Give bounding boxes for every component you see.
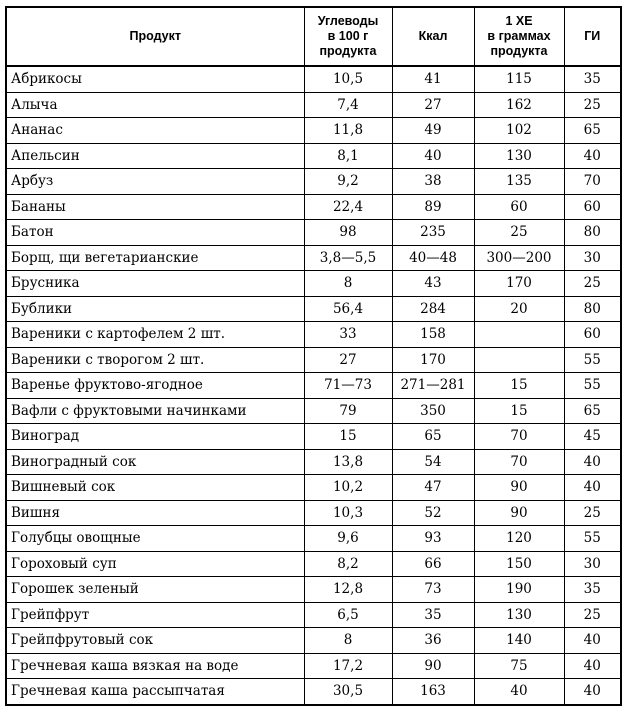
cell-product: Бублики [7, 296, 304, 322]
cell-gi: 40 [564, 475, 620, 501]
cell-product: Гречневая каша вязкая на воде [7, 653, 304, 679]
cell-gi: 25 [564, 500, 620, 526]
cell-carbs: 15 [304, 424, 392, 450]
cell-gi: 40 [564, 653, 620, 679]
cell-carbs: 30,5 [304, 679, 392, 704]
cell-gi: 40 [564, 143, 620, 169]
cell-xe [474, 347, 564, 373]
cell-kcal: 54 [392, 449, 474, 475]
cell-kcal: 163 [392, 679, 474, 704]
cell-kcal: 93 [392, 526, 474, 552]
cell-xe: 135 [474, 169, 564, 195]
cell-carbs: 3,8—5,5 [304, 245, 392, 271]
table-row [7, 679, 620, 704]
cell-product: Голубцы овощные [7, 526, 304, 552]
cell-xe: 300—200 [474, 245, 564, 271]
cell-carbs: 10,5 [304, 66, 392, 92]
cell-gi: 60 [564, 322, 620, 348]
table-row [7, 271, 620, 297]
cell-carbs: 8 [304, 271, 392, 297]
cell-xe: 90 [474, 475, 564, 501]
header-kcal: Ккал [392, 8, 474, 66]
cell-gi: 25 [564, 602, 620, 628]
table-row [7, 373, 620, 399]
cell-xe: 130 [474, 143, 564, 169]
cell-kcal: 65 [392, 424, 474, 450]
cell-carbs: 7,4 [304, 92, 392, 118]
cell-xe: 40 [474, 679, 564, 704]
cell-product: Брусника [7, 271, 304, 297]
cell-product: Батон [7, 220, 304, 246]
table-row [7, 577, 620, 603]
cell-carbs: 79 [304, 398, 392, 424]
cell-xe: 120 [474, 526, 564, 552]
cell-product: Ананас [7, 118, 304, 144]
cell-product: Грейпфрут [7, 602, 304, 628]
cell-xe: 162 [474, 92, 564, 118]
table-row [7, 92, 620, 118]
cell-product: Грейпфрутовый сок [7, 628, 304, 654]
cell-gi: 40 [583, 683, 601, 700]
cell-carbs: 71—73 [304, 373, 392, 399]
table-row [7, 347, 620, 373]
cell-product: Гречневая каша рассыпчатая [7, 679, 304, 704]
cell-kcal: 284 [392, 296, 474, 322]
cell-product: Бананы [7, 194, 304, 220]
nutrition-table-grid [7, 8, 620, 704]
header-gi: ГИ [564, 8, 620, 66]
cell-product: Алыча [7, 92, 304, 118]
table-row [7, 475, 620, 501]
cell-kcal: 49 [392, 118, 474, 144]
cell-gi: 35 [564, 577, 620, 603]
table-row [7, 628, 620, 654]
cell-product: Вареники с творогом 2 шт. [7, 347, 304, 373]
table-row [7, 296, 620, 322]
cell-kcal: 41 [392, 66, 474, 92]
cell-gi: 35 [564, 66, 620, 92]
table-row [7, 66, 620, 92]
cell-gi: 65 [564, 118, 620, 144]
cell-product: Горошек зеленый [7, 577, 304, 603]
cell-kcal: 89 [392, 194, 474, 220]
cell-xe: 150 [474, 551, 564, 577]
cell-gi: 70 [564, 169, 620, 195]
cell-product: Борщ, щи вегетарианские [7, 245, 304, 271]
cell-gi: 80 [564, 220, 620, 246]
table-row [7, 398, 620, 424]
table-row [7, 602, 620, 628]
header-carbs: Углеводы в 100 г продукта [304, 8, 392, 66]
table-row [7, 653, 620, 679]
cell-product: Вафли с фруктовыми начинками [7, 398, 304, 424]
cell-kcal: 43 [392, 271, 474, 297]
table-row [7, 169, 620, 195]
cell-kcal: 90 [392, 653, 474, 679]
cell-product: Вареники с картофелем 2 шт. [7, 322, 304, 348]
cell-carbs: 98 [304, 220, 392, 246]
cell-carbs: 6,5 [304, 602, 392, 628]
cell-gi: 25 [564, 92, 620, 118]
cell-gi: 45 [564, 424, 620, 450]
cell-kcal: 271—281 [392, 373, 474, 399]
cell-xe: 130 [474, 602, 564, 628]
cell-product: Апельсин [7, 143, 304, 169]
cell-kcal: 350 [392, 398, 474, 424]
cell-kcal: 36 [392, 628, 474, 654]
cell-carbs: 8,1 [304, 143, 392, 169]
cell-xe: 70 [474, 424, 564, 450]
cell-carbs: 12,8 [304, 577, 392, 603]
nutrition-table [5, 6, 622, 706]
cell-product: Арбуз [7, 169, 304, 195]
cell-kcal: 158 [392, 322, 474, 348]
cell-xe: 102 [474, 118, 564, 144]
cell-xe: 15 [474, 398, 564, 424]
cell-xe: 60 [474, 194, 564, 220]
cell-carbs: 10,2 [304, 475, 392, 501]
cell-product: Вишневый сок [7, 475, 304, 501]
cell-xe: 25 [474, 220, 564, 246]
table-row [7, 526, 620, 552]
cell-kcal: 52 [392, 500, 474, 526]
cell-kcal: 38 [392, 169, 474, 195]
cell-carbs: 11,8 [304, 118, 392, 144]
cell-kcal: 47 [392, 475, 474, 501]
cell-gi: 30 [564, 551, 620, 577]
cell-gi: 60 [564, 194, 620, 220]
cell-carbs: 8,2 [304, 551, 392, 577]
header-product: Продукт [7, 8, 304, 66]
cell-xe: 15 [474, 373, 564, 399]
cell-carbs: 9,2 [304, 169, 392, 195]
cell-carbs: 27 [304, 347, 392, 373]
cell-kcal: 235 [392, 220, 474, 246]
cell-xe: 190 [474, 577, 564, 603]
table-row [7, 220, 620, 246]
cell-carbs: 56,4 [304, 296, 392, 322]
cell-kcal: 40—48 [392, 245, 474, 271]
cell-kcal: 66 [392, 551, 474, 577]
table-row [7, 118, 620, 144]
header-row [7, 8, 620, 66]
cell-kcal: 35 [392, 602, 474, 628]
table-row [7, 322, 620, 348]
cell-xe: 170 [474, 271, 564, 297]
cell-gi: 55 [564, 373, 620, 399]
cell-carbs: 9,6 [304, 526, 392, 552]
cell-xe: 115 [474, 66, 564, 92]
table-row [7, 245, 620, 271]
cell-carbs: 17,2 [304, 653, 392, 679]
cell-xe: 90 [474, 500, 564, 526]
header-xe: 1 ХЕ в граммах продукта [474, 8, 564, 66]
cell-product: Гороховый суп [7, 551, 304, 577]
table-row [7, 424, 620, 450]
cell-product: Абрикосы [7, 66, 304, 92]
cell-gi: 65 [564, 398, 620, 424]
table-row [7, 143, 620, 169]
cell-carbs: 8 [304, 628, 392, 654]
cell-xe: 75 [474, 653, 564, 679]
cell-gi: 55 [564, 526, 620, 552]
cell-kcal: 27 [392, 92, 474, 118]
cell-xe: 20 [474, 296, 564, 322]
table-row [7, 194, 620, 220]
cell-carbs: 13,8 [304, 449, 392, 475]
cell-kcal: 73 [392, 577, 474, 603]
cell-carbs: 33 [304, 322, 392, 348]
cell-gi: 40 [564, 628, 620, 654]
cell-carbs: 10,3 [304, 500, 392, 526]
table-row [7, 500, 620, 526]
cell-product: Виноградный сок [7, 449, 304, 475]
cell-gi: 30 [564, 245, 620, 271]
cell-product: Виноград [7, 424, 304, 450]
table-row [7, 551, 620, 577]
cell-gi: 80 [564, 296, 620, 322]
cell-carbs: 22,4 [304, 194, 392, 220]
cell-xe: 70 [474, 449, 564, 475]
cell-gi: 25 [564, 271, 620, 297]
table-row [7, 449, 620, 475]
cell-product: Варенье фруктово-ягодное [7, 373, 304, 399]
cell-xe [474, 322, 564, 348]
cell-gi: 40 [564, 449, 620, 475]
cell-gi: 55 [564, 347, 620, 373]
cell-xe: 140 [474, 628, 564, 654]
cell-kcal: 170 [392, 347, 474, 373]
cell-kcal: 40 [392, 143, 474, 169]
cell-product: Вишня [7, 500, 304, 526]
